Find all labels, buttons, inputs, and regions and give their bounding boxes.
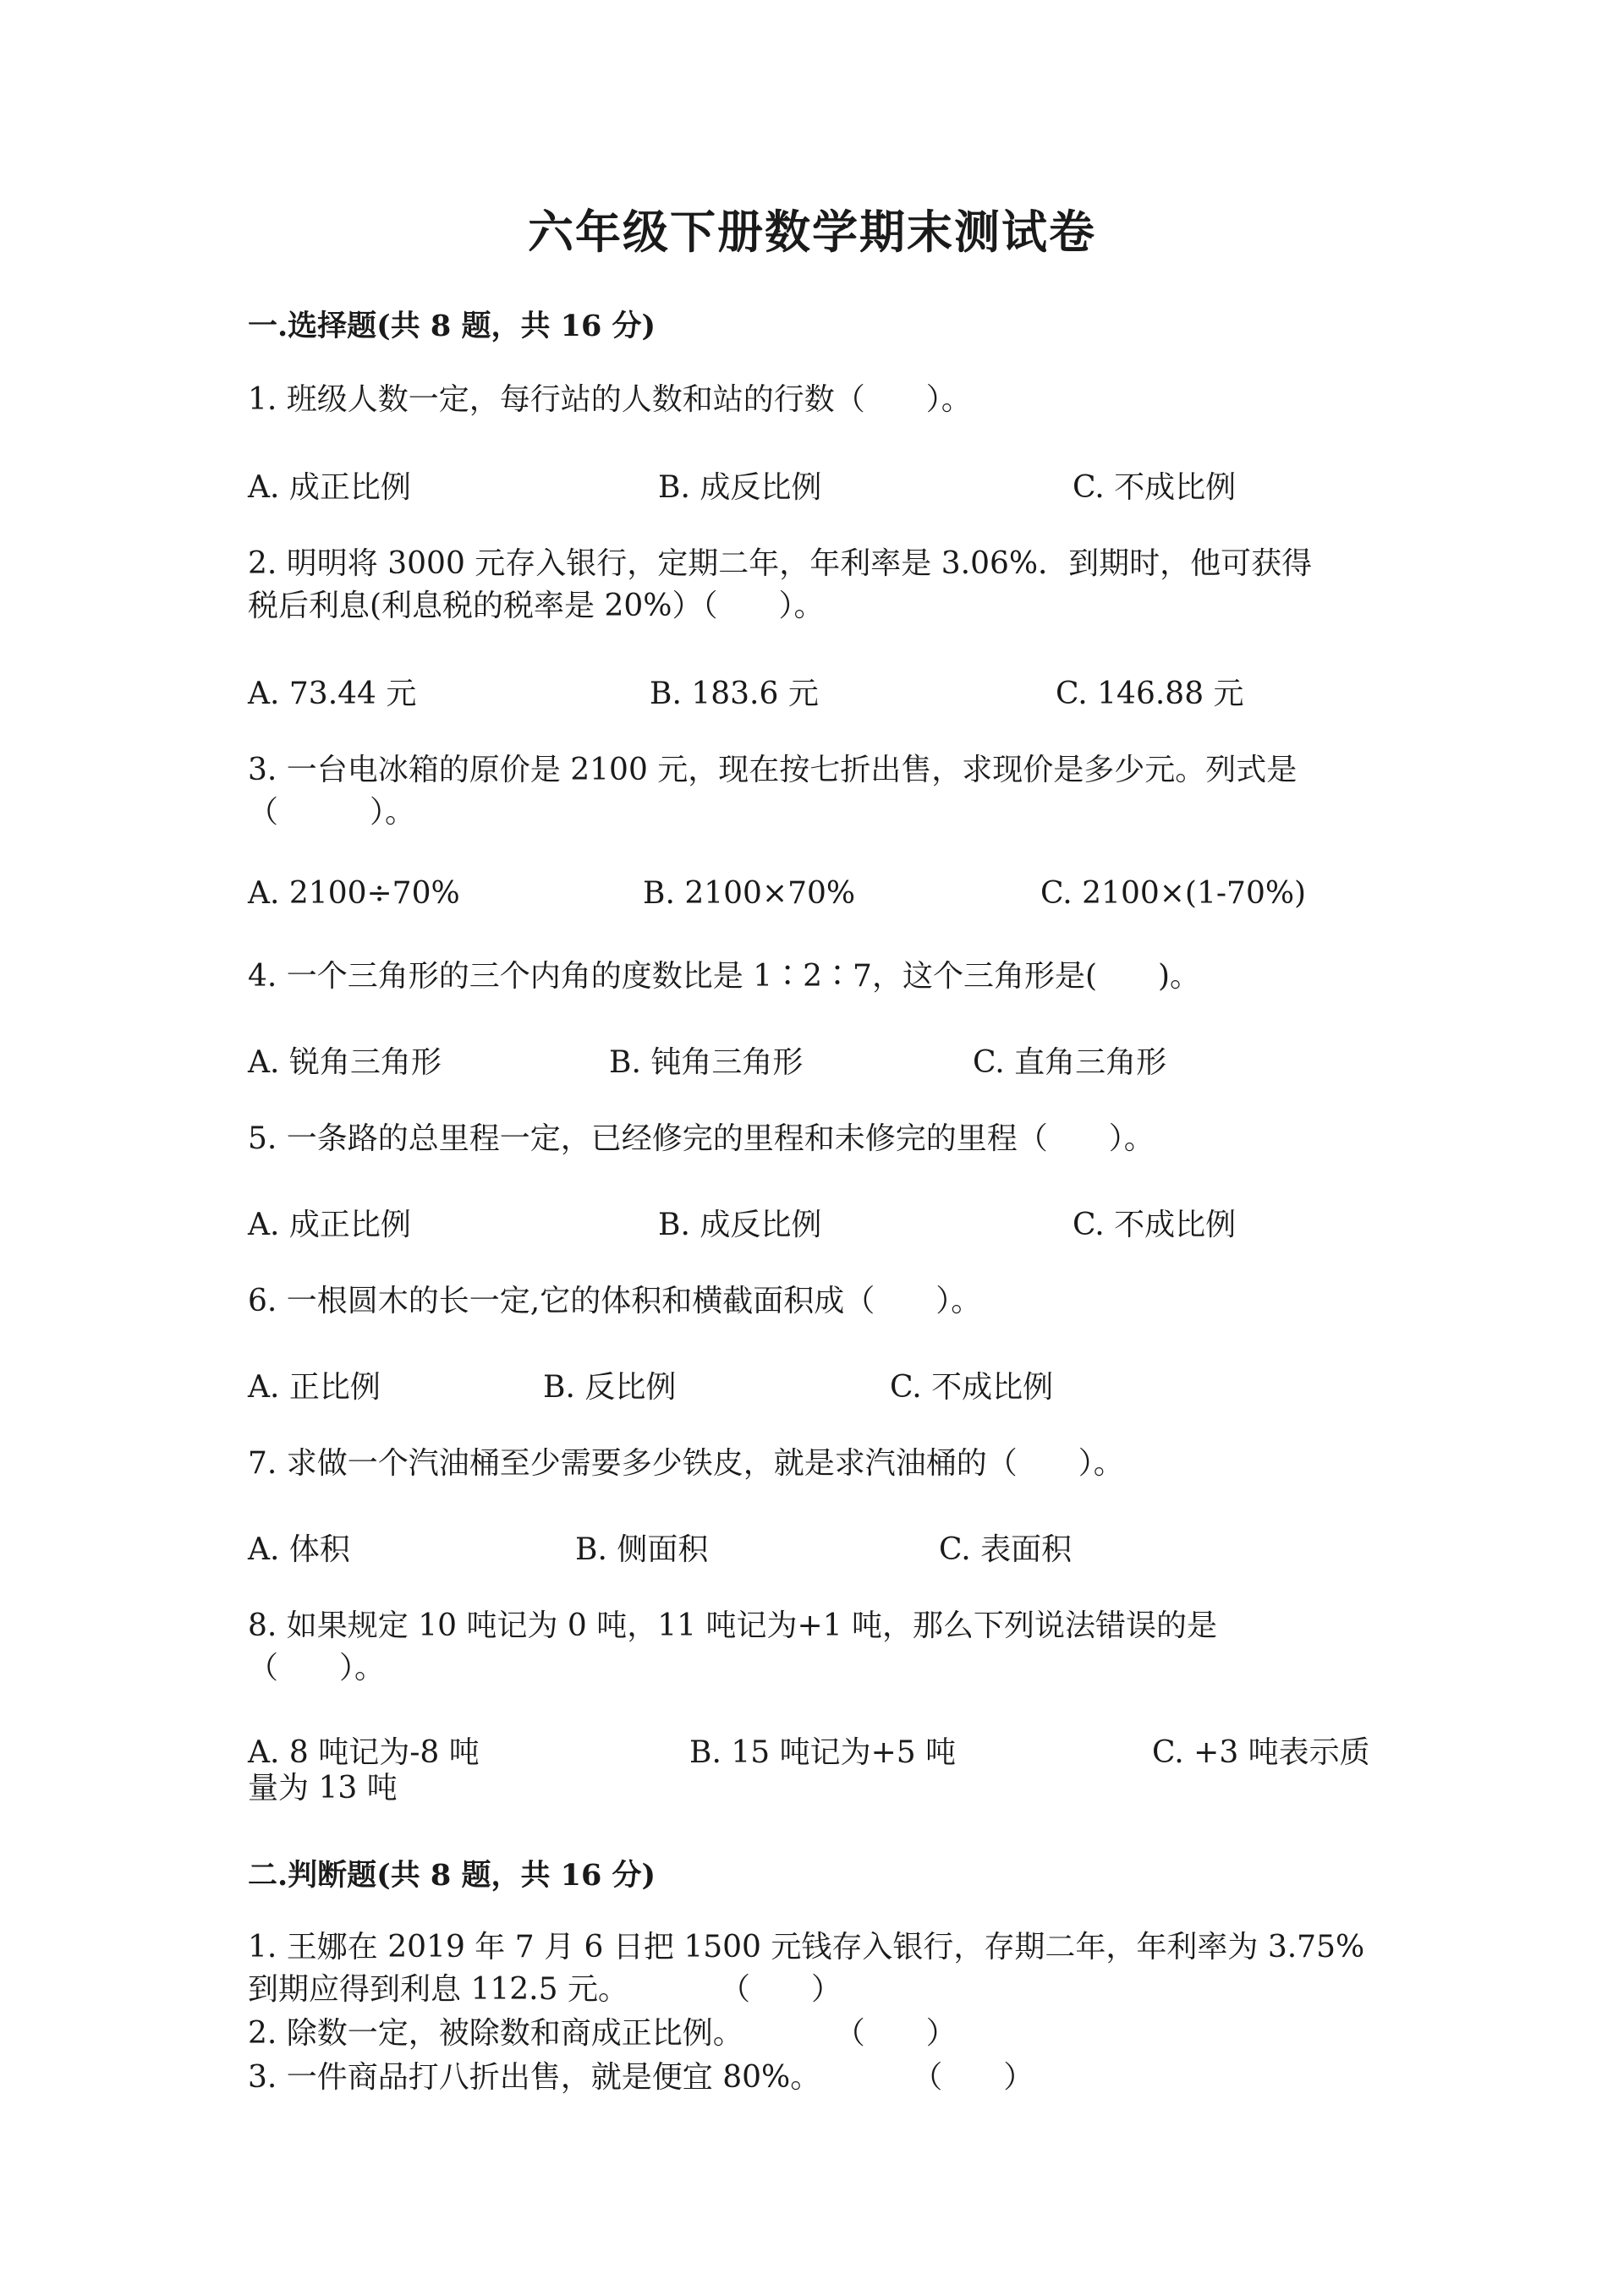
question-8-option-c-continuation: 量为 13 吨 bbox=[248, 1771, 398, 1806]
question-8-text-line-2: （ ）。 bbox=[248, 1651, 386, 1685]
question-3-text-line-1: 3. 一台电冰箱的原价是 2100 元，现在按七折出售，求现价是多少元。列式是 bbox=[248, 753, 1298, 787]
question-8-option-a: A. 8 吨记为-8 吨 bbox=[248, 1735, 480, 1770]
question-7-option-b: B. 侧面积 bbox=[575, 1532, 709, 1567]
question-2-option-a: A. 73.44 元 bbox=[248, 677, 417, 711]
question-3-option-c: C. 2100×(1-70%) bbox=[1040, 876, 1307, 911]
question-2-text-line-2: 税后利息(利息税的税率是 20%）（ ）。 bbox=[248, 589, 825, 623]
question-4-option-a: A. 锐角三角形 bbox=[248, 1045, 442, 1080]
question-4-option-c: C. 直角三角形 bbox=[973, 1045, 1167, 1080]
question-5-option-b: B. 成反比例 bbox=[658, 1208, 822, 1242]
question-6-option-c: C. 不成比例 bbox=[890, 1370, 1054, 1405]
question-7-text: 7. 求做一个汽油桶至少需要多少铁皮，就是求汽油桶的（ ）。 bbox=[248, 1446, 1124, 1481]
question-3-option-b: B. 2100×70% bbox=[643, 876, 856, 911]
question-6-option-b: B. 反比例 bbox=[543, 1370, 677, 1405]
question-4-text: 4. 一个三角形的三个内角的度数比是 1∶2∶7，这个三角形是( )。 bbox=[248, 959, 1201, 994]
question-5-option-a: A. 成正比例 bbox=[248, 1208, 411, 1242]
question-1-option-a: A. 成正比例 bbox=[248, 470, 411, 505]
question-1-option-c: C. 不成比例 bbox=[1073, 470, 1237, 505]
section-heading-choice: 一.选择题(共 8 题，共 16 分) bbox=[248, 309, 656, 343]
tf-question-3: 3. 一件商品打八折出售，就是便宜 80%。 （ ） bbox=[248, 2060, 1034, 2095]
tf-question-1-line-2: 到期应得到利息 112.5 元。 （ ） bbox=[248, 1972, 842, 2007]
question-8-option-c: C. +3 吨表示质 bbox=[1152, 1735, 1370, 1770]
question-1-option-b: B. 成反比例 bbox=[658, 470, 822, 505]
question-7-option-a: A. 体积 bbox=[248, 1532, 350, 1567]
question-5-option-c: C. 不成比例 bbox=[1073, 1208, 1237, 1242]
question-5-text: 5. 一条路的总里程一定，已经修完的里程和未修完的里程（ ）。 bbox=[248, 1121, 1155, 1156]
question-8-option-b: B. 15 吨记为+5 吨 bbox=[689, 1735, 957, 1770]
tf-question-1-line-1: 1. 王娜在 2019 年 7 月 6 日把 1500 元钱存入银行，存期二年，年利率为 3.75% bbox=[248, 1930, 1365, 1964]
question-6-text: 6. 一根圆木的长一定,它的体积和横截面积成（ ）。 bbox=[248, 1284, 982, 1318]
page-title: 六年级下册数学期末测试卷 bbox=[528, 205, 1096, 259]
question-2-option-c: C. 146.88 元 bbox=[1056, 677, 1244, 711]
question-7-option-c: C. 表面积 bbox=[939, 1532, 1073, 1567]
question-3-option-a: A. 2100÷70% bbox=[248, 876, 460, 911]
section-heading-true-false: 二.判断题(共 8 题，共 16 分) bbox=[248, 1858, 656, 1893]
question-8-text-line-1: 8. 如果规定 10 吨记为 0 吨，11 吨记为+1 吨，那么下列说法错误的是 bbox=[248, 1608, 1218, 1643]
question-3-text-line-2: （ ）。 bbox=[248, 795, 416, 830]
question-1-text: 1. 班级人数一定，每行站的人数和站的行数（ ）。 bbox=[248, 382, 972, 417]
question-2-option-b: B. 183.6 元 bbox=[650, 677, 819, 711]
question-6-option-a: A. 正比例 bbox=[248, 1370, 381, 1405]
tf-question-2: 2. 除数一定，被除数和商成正比例。 （ ） bbox=[248, 2016, 957, 2051]
question-4-option-b: B. 钝角三角形 bbox=[609, 1045, 804, 1080]
question-2-text-line-1: 2. 明明将 3000 元存入银行，定期二年，年利率是 3.06%．到期时，他可获得 bbox=[248, 546, 1313, 581]
